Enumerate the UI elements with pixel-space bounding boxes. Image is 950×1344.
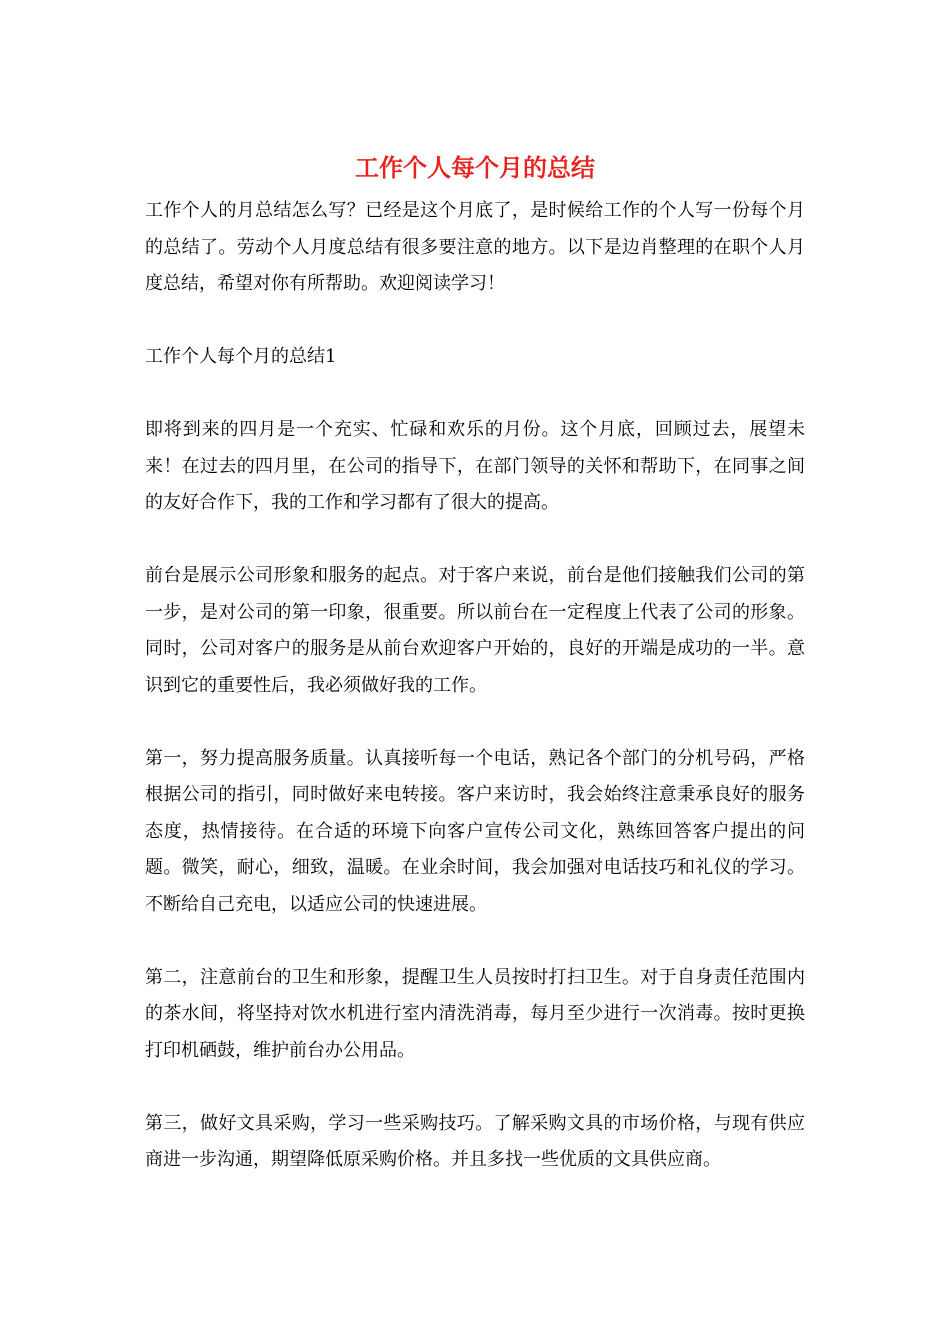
body-paragraph: 前台是展示公司形象和服务的起点。对于客户来说，前台是他们接触我们公司的第一步，是对公司的第一印象，很重要。所以前台在一定程度上代表了公司的形象。同时，公司对客户的服务是从前台欢迎客户开始的，良好的开端是成功的一半。意识到它的重要性后，我必须做好我的工作。 <box>145 565 805 696</box>
body-paragraph: 第三，做好文具采购，学习一些采购技巧。了解采购文具的市场价格，与现有供应商进一步沟通，期望降低原采购价格。并且多找一些优质的文具供应商。 <box>145 1112 805 1170</box>
body-paragraph: 第一，努力提高服务质量。认真接听每一个电话，熟记各个部门的分机号码，严格根据公司的指引，同时做好来电转接。客户来访时，我会始终注意秉承良好的服务态度，热情接待。在合适的环境下向客户宣传公司文化，熟练回答客户提出的问题。微笑，耐心，细致，温暖。在业余时间，我会加强对电话技巧和礼仪的学习。不断给自己充电，以适应公司的快速进展。 <box>145 747 805 915</box>
body-paragraph: 第二，注意前台的卫生和形象，提醒卫生人员按时打扫卫生。对于自身责任范围内的茶水间，将坚持对饮水机进行室内清洗消毒，每月至少进行一次消毒。按时更换打印机硒鼓，维护前台办公用品。 <box>145 966 805 1061</box>
document-body <box>145 193 805 1215</box>
section-heading: 工作个人每个月的总结1 <box>145 346 337 367</box>
page-title: 工作个人每个月的总结 <box>355 153 595 182</box>
body-paragraph: 即将到来的四月是一个充实、忙碌和欢乐的月份。这个月底，回顾过去，展望未来！在过去的四月里，在公司的指导下，在部门领导的关怀和帮助下，在同事之间的友好合作下，我的工作和学习都有了很大的提高。 <box>145 419 805 513</box>
intro-paragraph: 工作个人的月总结怎么写？已经是这个月底了，是时候给工作的个人写一份每个月的总结了。劳动个人月度总结有很多要注意的地方。以下是边肖整理的在职个人月度总结，希望对你有所帮助。欢迎阅读学习！ <box>145 200 805 294</box>
